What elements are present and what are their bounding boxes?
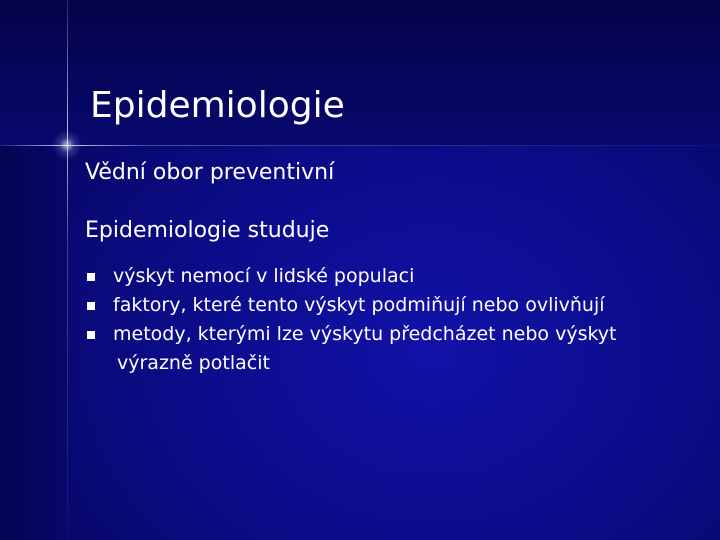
square-bullet-icon [87,331,95,339]
bullet-list [85,262,617,378]
bullet-text: faktory, které tento výskyt podmiňují nebo ovlivňují [113,294,605,316]
list-item [85,291,617,320]
paragraph-studies: Epidemiologie studuje [85,218,330,243]
square-bullet-icon [87,273,95,281]
bullet-text: metody, kterými lze výskytu předcházet nebo výskyt [113,323,617,345]
vertical-accent-line [67,0,68,540]
list-item [85,262,617,291]
slide-title: Epidemiologie [90,85,345,126]
paragraph-field: Vědní obor preventivní [85,160,335,185]
bullet-text: výskyt nemocí v lidské populaci [113,265,415,287]
list-item [85,320,617,378]
sparkle-icon [52,130,82,160]
horizontal-accent-line [0,145,720,146]
bullet-text-continuation: výrazně potlačit [117,352,270,374]
square-bullet-icon [87,302,95,310]
left-band [0,146,68,540]
